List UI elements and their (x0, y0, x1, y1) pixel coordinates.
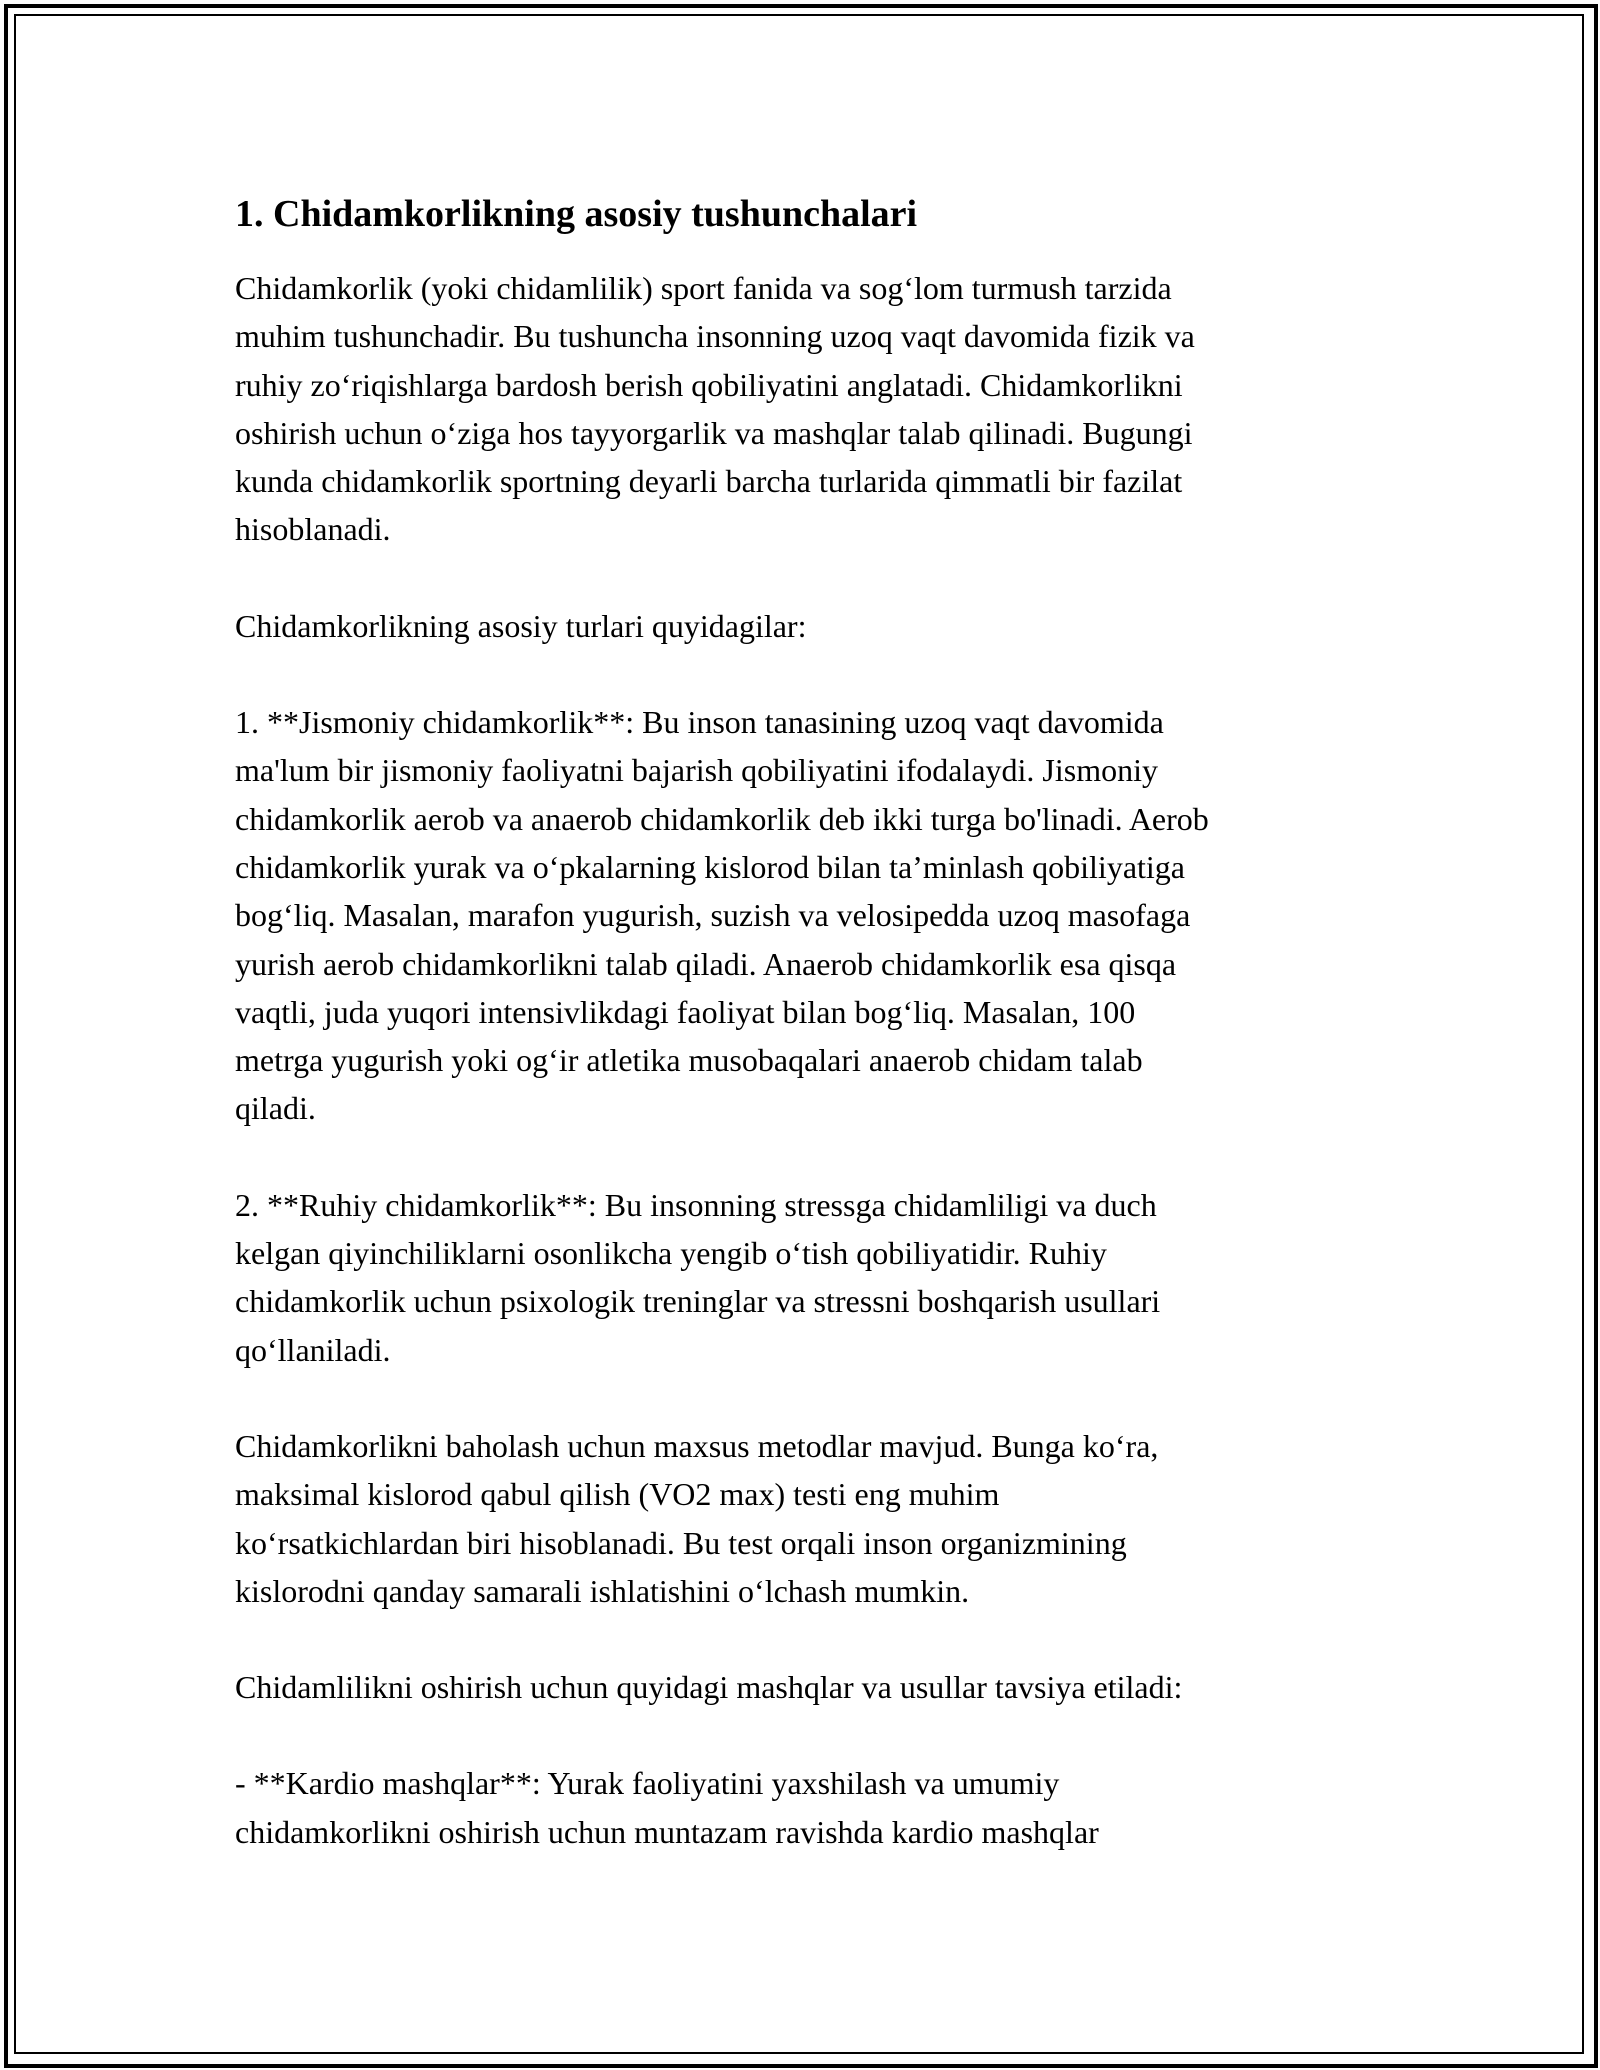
paragraph-intro (235, 264, 1365, 554)
text-line: maksimal kislorod qabul qilish (VO2 max) testi eng muhim (235, 1476, 1000, 1513)
text-line: ruhiy zo‘riqishlarga bardosh berish qobiliyatini anglatadi. Chidamkorlikni (235, 366, 1183, 403)
text-line: chidamkorlik uchun psixologik treninglar va stressni boshqarish usullari (235, 1283, 1161, 1320)
text-line: bog‘liq. Masalan, marafon yugurish, suzish va velosipedda uzoq masofaga (235, 897, 1191, 934)
text-line: qo‘llaniladi. (235, 1331, 391, 1368)
text-line: ma'lum bir jismoniy faoliyatni bajarish qobiliyatini ifodalaydi. Jismoniy (235, 752, 1158, 789)
text-line: Chidamkorlikning asosiy turlari quyidagilar: (235, 607, 807, 644)
paragraph-types-intro (235, 602, 1365, 650)
paragraph-physical-endurance (235, 698, 1365, 1133)
paragraph-mental-endurance (235, 1181, 1365, 1374)
text-line: chidamkorlikni oshirish uchun muntazam ravishda kardio mashqlar (235, 1813, 1099, 1850)
text-line: muhim tushunchadir. Bu tushuncha insonning uzoq vaqt davomida fizik va (235, 318, 1195, 355)
text-line: hisoblanadi. (235, 511, 391, 548)
text-line: Chidamlilikni oshirish uchun quyidagi mashqlar va usullar tavsiya etiladi: (235, 1669, 1183, 1706)
text-line: chidamkorlik yurak va o‘pkalarning kislorod bilan ta’minlash qobiliyatiga (235, 848, 1185, 885)
text-line: kelgan qiyinchiliklarni osonlikcha yengib o‘tish qobiliyatidir. Ruhiy (235, 1235, 1107, 1272)
text-line: oshirish uchun o‘ziga hos tayyorgarlik va mashqlar talab qilinadi. Bugungi (235, 414, 1193, 451)
text-line: metrga yugurish yoki og‘ir atletika musobaqalari anaerob chidam talab (235, 1042, 1143, 1079)
text-line: yurish aerob chidamkorlikni talab qiladi. Anaerob chidamkorlik esa qisqa (235, 945, 1177, 982)
text-line: kunda chidamkorlik sportning deyarli barcha turlarida qimmatli bir fazilat (235, 463, 1183, 500)
text-line: ko‘rsatkichlardan biri hisoblanadi. Bu test orqali inson organizmining (235, 1524, 1127, 1561)
text-line: vaqtli, juda yuqori intensivlikdagi faoliyat bilan bog‘liq. Masalan, 100 (235, 993, 1136, 1030)
text-line: chidamkorlik aerob va anaerob chidamkorlik deb ikki turga bo'linadi. Aerob (235, 800, 1209, 837)
text-line: qiladi. (235, 1090, 316, 1127)
section-heading: 1. Chidamkorlikning asosiy tushunchalari (235, 193, 918, 235)
paragraph-recommendations (235, 1663, 1365, 1711)
document-body (235, 186, 1365, 1904)
text-line: Chidamkorlikni baholash uchun maxsus metodlar mavjud. Bunga ko‘ra, (235, 1427, 1159, 1464)
paragraph-assessment (235, 1422, 1365, 1615)
text-line: 1. **Jismoniy chidamkorlik**: Bu inson tanasining uzoq vaqt davomida (235, 704, 1164, 741)
text-line: kislorodni qanday samarali ishlatishini o‘lchash mumkin. (235, 1572, 970, 1609)
text-line: - **Kardio mashqlar**: Yurak faoliyatini yaxshilash va umumiy (235, 1765, 1060, 1802)
text-line: 2. **Ruhiy chidamkorlik**: Bu insonning stressga chidamliligi va duch (235, 1186, 1157, 1223)
text-line: Chidamkorlik (yoki chidamlilik) sport fanida va sog‘lom turmush tarzida (235, 270, 1172, 306)
paragraph-cardio (235, 1759, 1365, 1856)
